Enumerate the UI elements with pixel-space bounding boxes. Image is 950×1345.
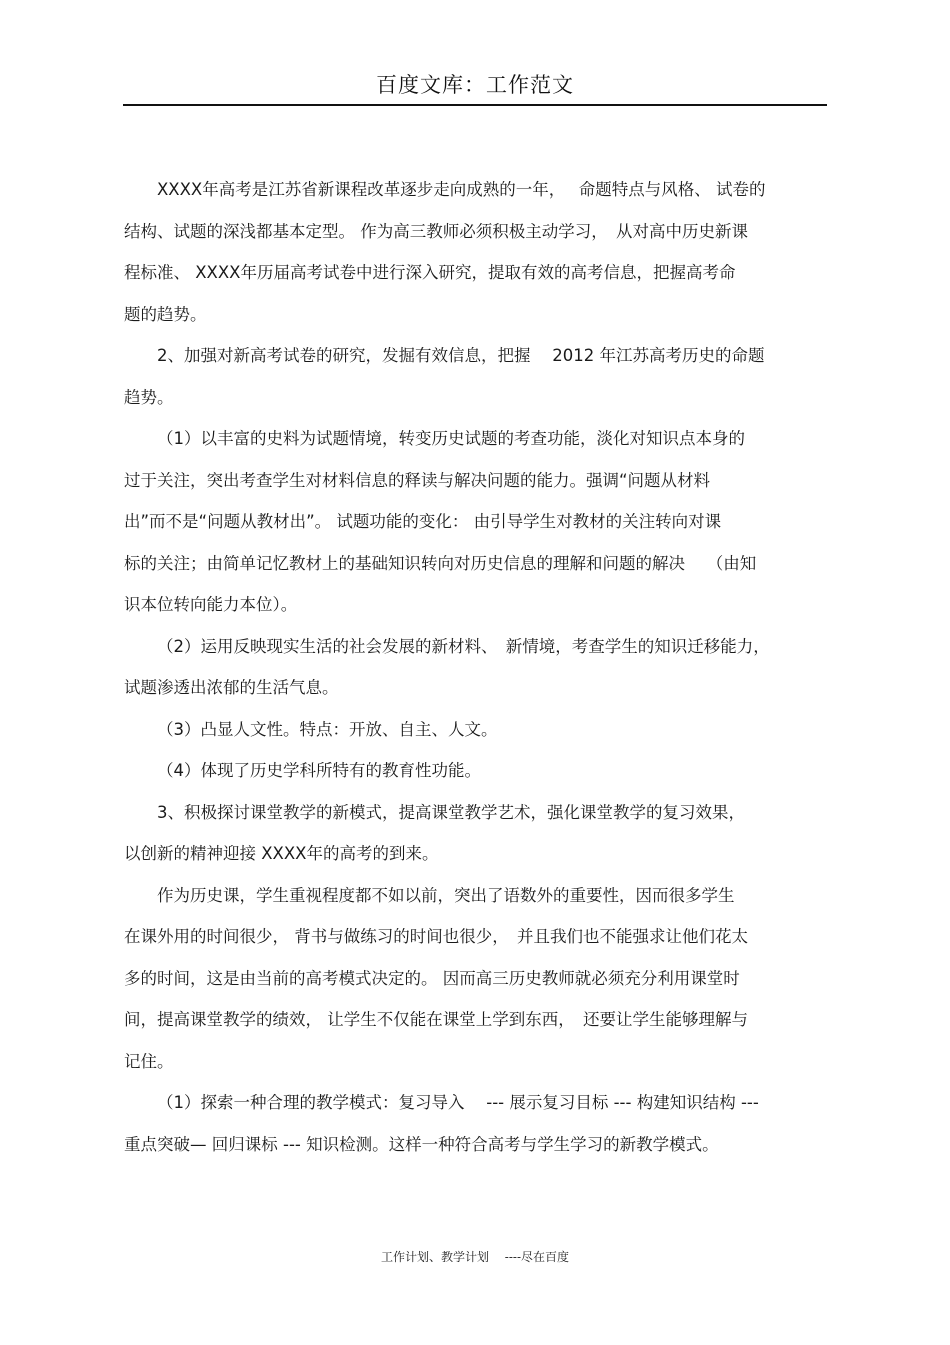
- page-footer: 工作计划、教学计划 ----尽在百度: [380, 1250, 570, 1264]
- text-line: 出”而不是“问题从教材出”。 试题功能的变化： 由引导学生对教材的关注转向对课: [124, 512, 722, 531]
- text-line: （3）凸显人文性。特点：开放、自主、人文。: [157, 719, 498, 739]
- text-line: 记住。: [124, 1051, 174, 1071]
- text-line: 多的时间，这是由当前的高考模式决定的。 因而高三历史教师就必须充分利用课堂时: [124, 968, 740, 988]
- text-line: 结构、试题的深浅都基本定型。 作为高三教师必须积极主动学习， 从对高中历史新课: [124, 221, 748, 241]
- text-line: （4）体现了历史学科所特有的教育性功能。: [157, 761, 481, 780]
- text-line: 以创新的精神迎接 XXXX年的高考的到来。: [124, 844, 439, 863]
- text-line: 过于关注，突出考查学生对材料信息的释读与解决问题的能力。强调“问题从材料: [124, 470, 711, 490]
- text-line: 3、积极探讨课堂教学的新模式，提高课堂教学艺术，强化课堂教学的复习效果，: [157, 802, 745, 822]
- document-body: [124, 169, 830, 1165]
- text-line: （1）探索一种合理的教学模式：复习导入 --- 展示复习目标 --- 构建知识结构 ---: [157, 1093, 759, 1112]
- text-line: 识本位转向能力本位）。: [124, 595, 298, 614]
- text-line: 程标准、 XXXX年历届高考试卷中进行深入研究，提取有效的高考信息，把握高考命: [124, 263, 736, 282]
- page-header: [123, 70, 827, 106]
- text-line: 在课外用的时间很少， 背书与做练习的时间也很少， 并且我们也不能强求让他们花太: [124, 927, 748, 946]
- text-line: 题的趋势。: [124, 304, 207, 324]
- text-line: （1）以丰富的史料为试题情境，转变历史试题的考查功能，淡化对知识点本身的: [157, 429, 745, 448]
- text-line: 试题渗透出浓郁的生活气息。: [124, 678, 339, 697]
- text-line: （2）运用反映现实生活的社会发展的新材料、 新情境，考查学生的知识迁移能力，: [157, 636, 770, 656]
- text-line: 作为历史课，学生重视程度都不如以前，突出了语数外的重要性，因而很多学生: [157, 885, 735, 905]
- text-line: 趋势。: [124, 387, 174, 407]
- text-line: 标的关注；由简单记忆教材上的基础知识转向对历史信息的理解和问题的解决 （由知: [124, 553, 757, 573]
- text-line: 重点突破— 回归课标 --- 知识检测。这样一种符合高考与学生学习的新教学模式。: [124, 1134, 719, 1154]
- text-line: 2、加强对新高考试卷的研究，发掘有效信息，把握 2012 年江苏高考历史的命题: [157, 346, 765, 365]
- text-line: XXXX年高考是江苏省新课程改革逐步走向成熟的一年， 命题特点与风格、 试卷的: [157, 180, 766, 199]
- text-line: 间，提高课堂教学的绩效， 让学生不仅能在课堂上学到东西， 还要让学生能够理解与: [124, 1010, 748, 1029]
- page-title: 百度文库：工作范文: [376, 73, 574, 97]
